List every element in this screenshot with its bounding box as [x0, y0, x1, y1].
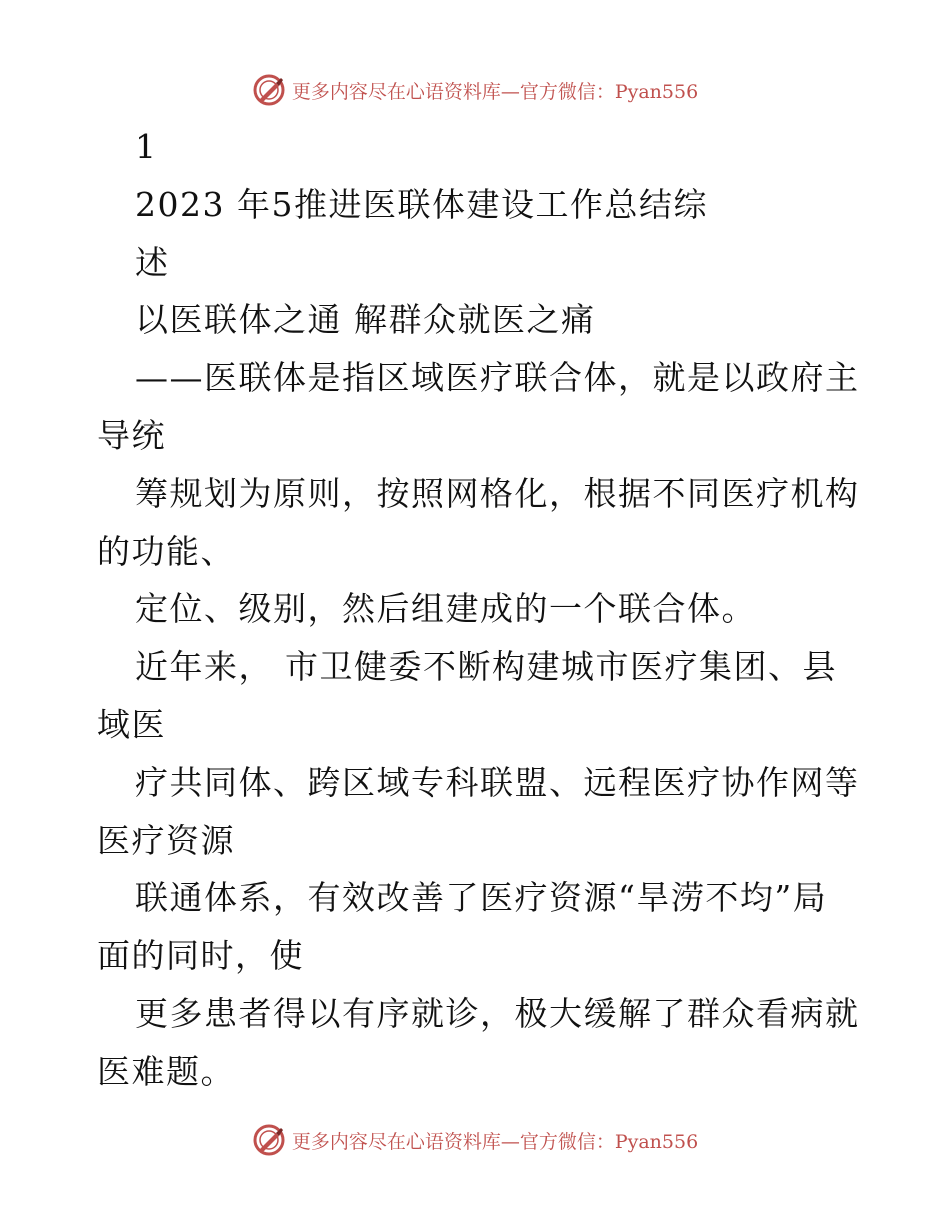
- page-number: 1: [135, 127, 158, 166]
- watermark-text: 更多内容尽在心语资料库—官方微信：Pyan556: [291, 80, 699, 103]
- paragraph-line: ——医联体是指区域医疗联合体，就是以政府主: [135, 358, 860, 398]
- document-title-line-1: 2023 年5推进医联体建设工作总结综: [135, 184, 708, 224]
- pen-logo-icon: [252, 1123, 286, 1157]
- paragraph-line: 近年来， 市卫健委不断构建城市医疗集团、县: [135, 647, 837, 687]
- paragraph-line: 医疗资源: [97, 820, 235, 860]
- pen-logo-icon: [252, 73, 286, 107]
- paragraph-line: 定位、级别，然后组建成的一个联合体。: [135, 589, 756, 629]
- paragraph-line: 面的同时，使: [97, 936, 304, 976]
- paragraph-line: 筹规划为原则，按照网格化，根据不同医疗机构: [135, 473, 860, 513]
- paragraph-line: 更多患者得以有序就诊，极大缓解了群众看病就: [135, 993, 860, 1033]
- watermark-text: 更多内容尽在心语资料库—官方微信：Pyan556: [291, 1130, 699, 1153]
- document-body: [97, 118, 860, 1101]
- paragraph-line: 联通体系，有效改善了医疗资源“旱涝不均”局: [135, 878, 828, 918]
- paragraph-line: 的功能、: [97, 531, 235, 571]
- watermark-footer-inner: [252, 1123, 698, 1157]
- paragraph-line: 医难题。: [97, 1051, 235, 1091]
- paragraph-line: 域医: [97, 704, 166, 744]
- paragraph-line: 疗共同体、跨区域专科联盟、远程医疗协作网等: [135, 762, 860, 802]
- watermark-header-inner: [252, 73, 698, 107]
- watermark-footer: [0, 1120, 950, 1160]
- subtitle: 以医联体之通 解群众就医之痛: [135, 300, 596, 340]
- document-title-line-2: 述: [135, 242, 170, 282]
- paragraph-line: 导统: [97, 415, 166, 455]
- watermark-header: [0, 70, 950, 110]
